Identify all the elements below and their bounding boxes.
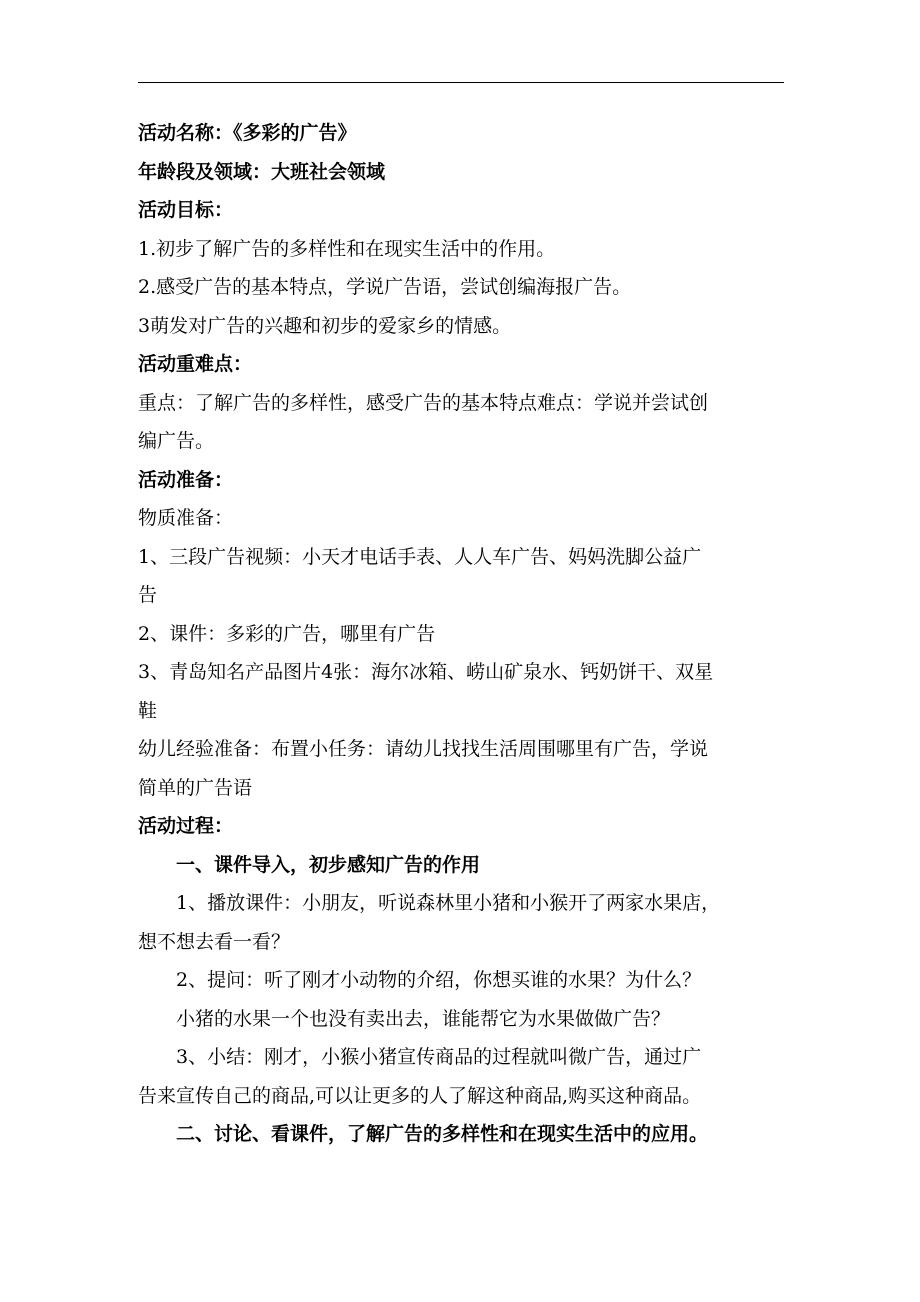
process-heading: 活动过程： [138,815,234,837]
step-1-1-line-2: 想不想去看一看？ [138,930,291,953]
goals-heading: 活动目标： [138,199,234,221]
prep-item-1-line-2: 告 [138,584,158,606]
preparation-heading: 活动准备： [138,468,234,491]
goal-3: 3萌发对广告的兴趣和初步的爱家乡的情感。 [138,314,512,337]
prep-item-3-line-1: 3、青岛知名产品图片4张：海尔冰箱、崂山矿泉水、钙奶饼干、双星 [138,661,714,683]
document-body [138,114,786,1154]
material-preparation: 物质准备： [138,507,234,529]
step-1-3-line-2: 告来宣传自己的商品,可以让更多的人了解这种商品,购买这种商品。 [138,1084,702,1107]
step-1-heading: 一、课件导入，初步感知广告的作用 [176,853,481,876]
step-1-2: 2、提问：听了刚才小动物的介绍，你想买谁的水果？为什么？ [176,969,702,991]
prep-item-3-line-2: 鞋 [138,699,158,722]
step-1-3-line-1: 3、小结：刚才，小猴小猪宣传商品的过程就叫微广告，通过广 [176,1046,702,1068]
key-points-line-1: 重点：了解广告的多样性，感受广告的基本特点难点：学说并尝试创 [138,391,709,414]
step-1-2-followup: 小猪的水果一个也没有卖出去，谁能帮它为水果做做广告？ [176,1007,671,1030]
key-points-line-2: 编广告。 [138,430,215,452]
step-1-1-line-1: 1、播放课件：小朋友，听说森林里小猪和小猴开了两家水果店， [176,892,721,914]
age-domain: 年龄段及领域：大班社会领域 [138,160,386,183]
activity-title: 活动名称：《多彩的广告》 [138,122,357,144]
header-rule [138,82,784,83]
prep-item-2: 2、课件：多彩的广告，哪里有广告 [138,622,436,645]
goal-1: 1.初步了解广告的多样性和在现实生活中的作用。 [138,237,556,260]
goal-2: 2.感受广告的基本特点，学说广告语，尝试创编海报广告。 [138,276,632,298]
experience-prep-line-1: 幼儿经验准备：布置小任务：请幼儿找找生活周围哪里有广告，学说 [138,738,709,760]
experience-prep-line-2: 简单的广告语 [138,776,253,799]
key-points-heading: 活动重难点： [138,353,253,375]
step-2-heading: 二、讨论、看课件，了解广告的多样性和在现实生活中的应用。 [176,1123,709,1145]
prep-item-1-line-1: 1、三段广告视频：小天才电话手表、人人车广告、妈妈洗脚公益广 [138,545,702,568]
